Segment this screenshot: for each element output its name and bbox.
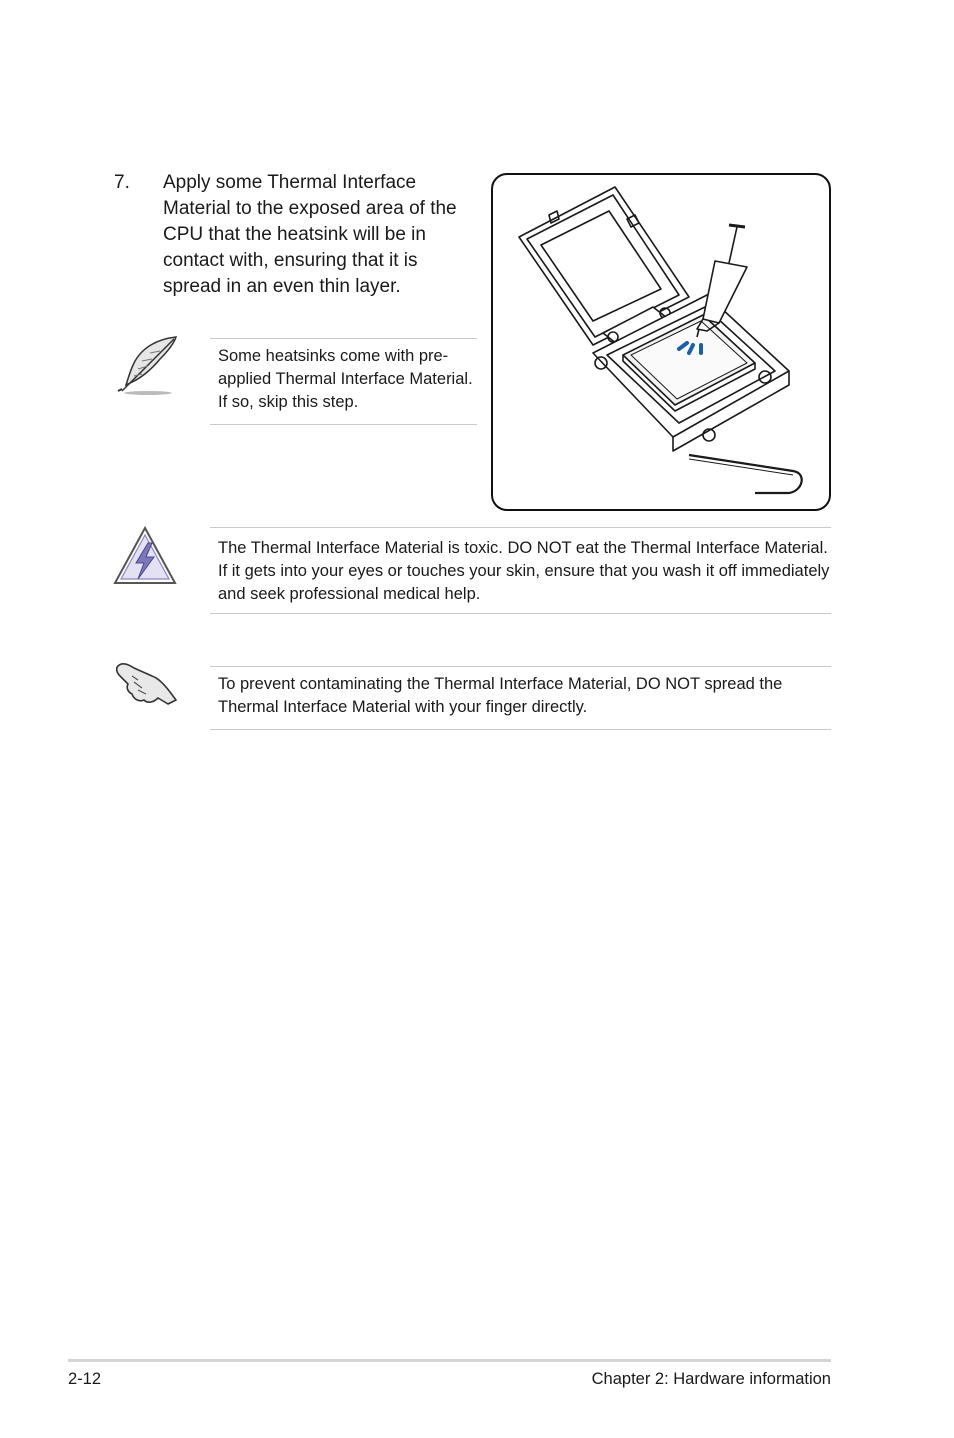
cpu-socket-diagram: [493, 175, 829, 509]
step-number: 7.: [114, 172, 130, 193]
note-box: [210, 338, 477, 425]
page-number: 2-12: [68, 1370, 102, 1388]
step-instruction: Apply some Thermal Interface Material to the exposed area of the CPU that the heatsink will be in contact with, ensuring that it is spread in an even thin layer.: [163, 172, 457, 297]
feather-pen-icon: [112, 333, 182, 397]
warning-text: The Thermal Interface Material is toxic. DO NOT eat the Thermal Interface Material. If it gets into your eyes or touches your skin, ensure that you wash it off immediately and seek professional medical help.: [218, 539, 830, 603]
cpu-thermal-paste-illustration: [491, 173, 831, 511]
caution-box: [210, 666, 831, 730]
chapter-title: Chapter 2: Hardware information: [591, 1370, 831, 1388]
footer-divider: [68, 1359, 831, 1362]
caution-text: To prevent contaminating the Thermal Interface Material, DO NOT spread the Thermal Interface Material with your finger directly.: [218, 675, 783, 716]
warning-box: [210, 527, 831, 614]
pointing-hand-icon: [112, 656, 180, 708]
lightning-warning-icon: [112, 525, 178, 587]
note-text: Some heatsinks come with pre-applied Thermal Interface Material. If so, skip this step.: [218, 347, 473, 411]
